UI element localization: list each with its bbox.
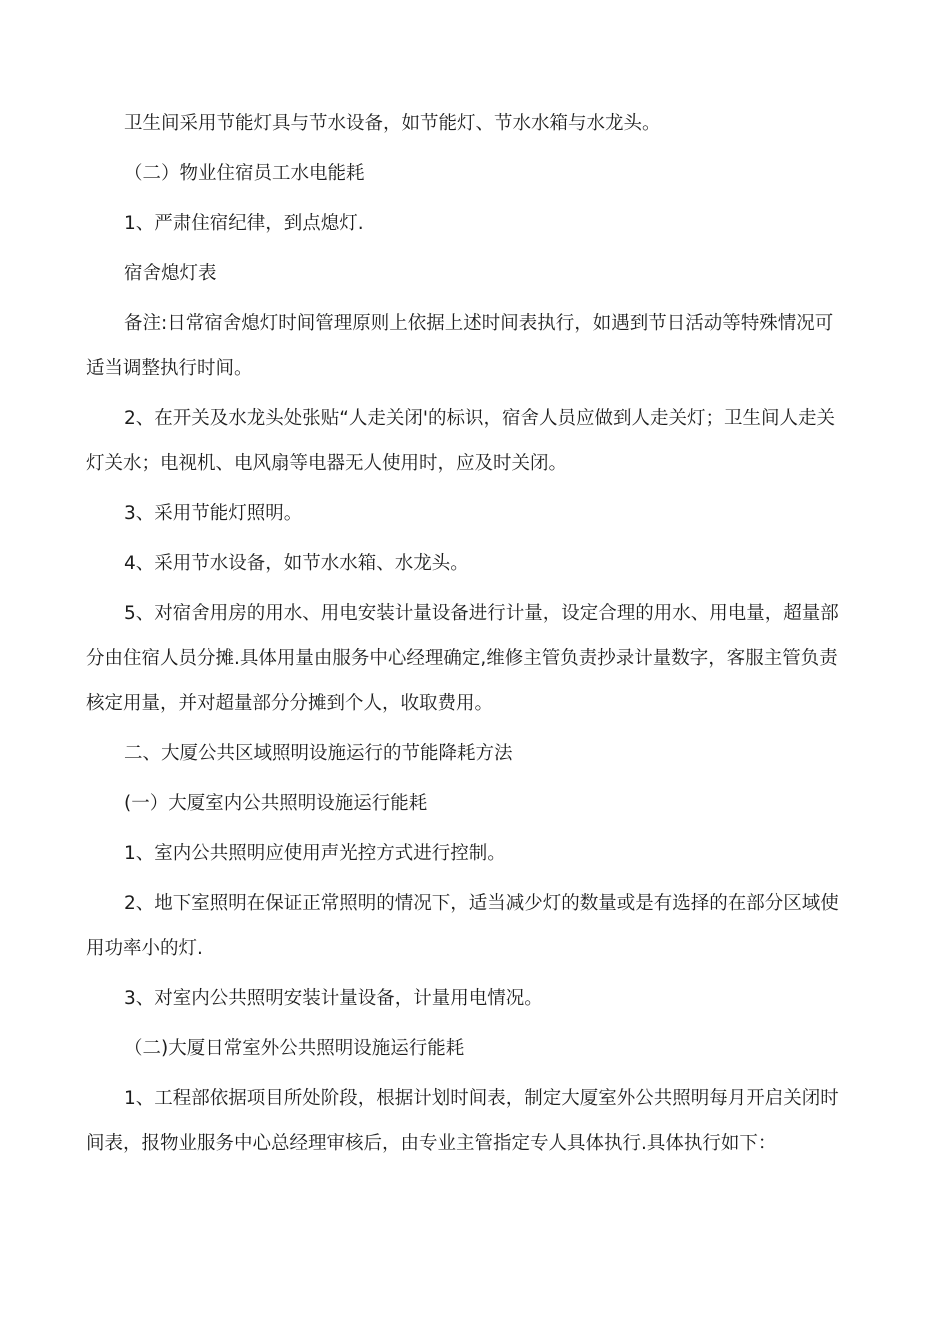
paragraph [86, 591, 876, 726]
paragraph [86, 101, 876, 146]
paragraph [86, 831, 876, 876]
paragraph-line: 核定用量，并对超量部分分摊到个人，收取费用。 [86, 693, 494, 714]
paragraph-line: 卫生间采用节能灯具与节水设备，如节能灯、节水水箱与水龙头。 [124, 113, 661, 134]
paragraph-line: 灯关水；电视机、电风扇等电器无人使用时，应及时关闭。 [86, 453, 568, 474]
paragraph [86, 731, 876, 776]
paragraph-line: (一）大厦室内公共照明设施运行能耗 [124, 793, 428, 814]
paragraph-line: （二)大厦日常室外公共照明设施运行能耗 [124, 1038, 465, 1059]
paragraph-line: 分由住宿人员分摊.具体用量由服务中心经理确定,维修主管负责抄录计量数字，客服主管负责 [86, 648, 838, 669]
paragraph [86, 491, 876, 536]
paragraph-line: 1、严肃住宿纪律，到点熄灯. [124, 213, 364, 234]
paragraph [86, 1076, 876, 1166]
paragraph-line: （二）物业住宿员工水电能耗 [124, 163, 365, 184]
paragraph-line: 4、采用节水设备，如节水水箱、水龙头。 [124, 553, 469, 574]
paragraph [86, 881, 876, 971]
paragraph-line: 3、对室内公共照明安装计量设备，计量用电情况。 [124, 988, 543, 1009]
paragraph-line: 2、地下室照明在保证正常照明的情况下，适当减少灯的数量或是有选择的在部分区域使 [124, 893, 839, 914]
paragraph [86, 976, 876, 1021]
paragraph-line: 备注:日常宿舍熄灯时间管理原则上依据上述时间表执行，如遇到节日活动等特殊情况可 [124, 313, 834, 334]
paragraph [86, 541, 876, 586]
paragraph-line: 间表，报物业服务中心总经理审核后，由专业主管指定专人具体执行.具体执行如下： [86, 1133, 777, 1154]
paragraph-line: 用功率小的灯. [86, 938, 203, 959]
paragraph [86, 781, 876, 826]
paragraph [86, 301, 876, 391]
paragraph-line: 二、大厦公共区域照明设施运行的节能降耗方法 [124, 743, 513, 764]
paragraph [86, 251, 876, 296]
paragraph [86, 151, 876, 196]
paragraph-line: 2、在开关及水龙头处张贴“人走关闭'的标识，宿舍人员应做到人走关灯；卫生间人走关 [124, 408, 835, 429]
document-body [86, 101, 876, 1171]
paragraph-line: 宿舍熄灯表 [124, 263, 217, 284]
paragraph [86, 396, 876, 486]
paragraph-line: 适当调整执行时间。 [86, 358, 253, 379]
paragraph [86, 1026, 876, 1071]
paragraph [86, 201, 876, 246]
paragraph-line: 1、室内公共照明应使用声光控方式进行控制。 [124, 843, 506, 864]
paragraph-line: 3、采用节能灯照明。 [124, 503, 303, 524]
paragraph-line: 1、工程部依据项目所处阶段，根据计划时间表，制定大厦室外公共照明每月开启关闭时 [124, 1088, 839, 1109]
paragraph-line: 5、对宿舍用房的用水、用电安装计量设备进行计量，设定合理的用水、用电量，超量部 [124, 603, 839, 624]
